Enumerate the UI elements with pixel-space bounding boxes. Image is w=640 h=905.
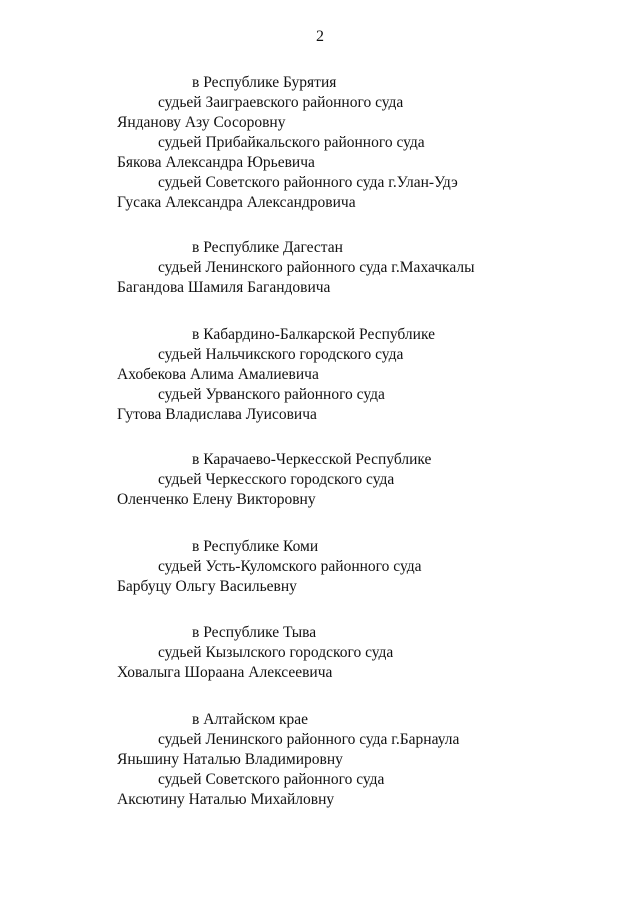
- judge-name: Гусака Александра Александровича: [117, 194, 356, 211]
- judge-name: Багандова Шамиля Багандовича: [117, 279, 331, 296]
- court-position: судьей Советского районного суда г.Улан-Удэ: [158, 174, 458, 191]
- region-heading: в Республике Тыва: [192, 624, 317, 641]
- court-position: судьей Черкесского городского суда: [158, 471, 395, 488]
- court-position: судьей Усть-Куломского районного суда: [158, 558, 422, 575]
- court-position: судьей Советского районного суда: [158, 771, 385, 788]
- court-position: судьей Кызылского городского суда: [158, 644, 394, 661]
- court-position: судьей Ленинского районного суда г.Махачкалы: [158, 259, 475, 276]
- judge-name: Ховалыга Шораана Алексеевича: [117, 664, 333, 681]
- court-position: судьей Ленинского районного суда г.Барнаула: [158, 731, 460, 748]
- judge-name: Янданову Азу Сосоровну: [117, 114, 286, 131]
- court-position: судьей Нальчикского городского суда: [158, 346, 404, 363]
- region-heading: в Алтайском крае: [192, 711, 309, 728]
- judge-name: Барбуцу Ольгу Васильевну: [117, 578, 297, 595]
- page-number: 2: [316, 28, 324, 45]
- region-heading: в Республике Бурятия: [192, 74, 337, 91]
- court-position: судьей Прибайкальского районного суда: [158, 134, 425, 151]
- judge-name: Ахобекова Алима Амалиевича: [117, 366, 319, 383]
- judge-name: Бякова Александра Юрьевича: [117, 154, 315, 171]
- judge-name: Аксютину Наталью Михайловну: [117, 791, 335, 808]
- judge-name: Гутова Владислава Луисовича: [117, 406, 317, 423]
- judge-name: Оленченко Елену Викторовну: [117, 491, 316, 508]
- region-heading: в Республике Дагестан: [192, 239, 343, 256]
- court-position: судьей Заиграевского районного суда: [158, 94, 404, 111]
- region-heading: в Карачаево-Черкесской Республике: [192, 451, 432, 468]
- judge-name: Яньшину Наталью Владимировну: [117, 751, 343, 768]
- region-heading: в Республике Коми: [192, 538, 319, 555]
- court-position: судьей Урванского районного суда: [158, 386, 385, 403]
- region-heading: в Кабардино-Балкарской Республике: [192, 326, 435, 343]
